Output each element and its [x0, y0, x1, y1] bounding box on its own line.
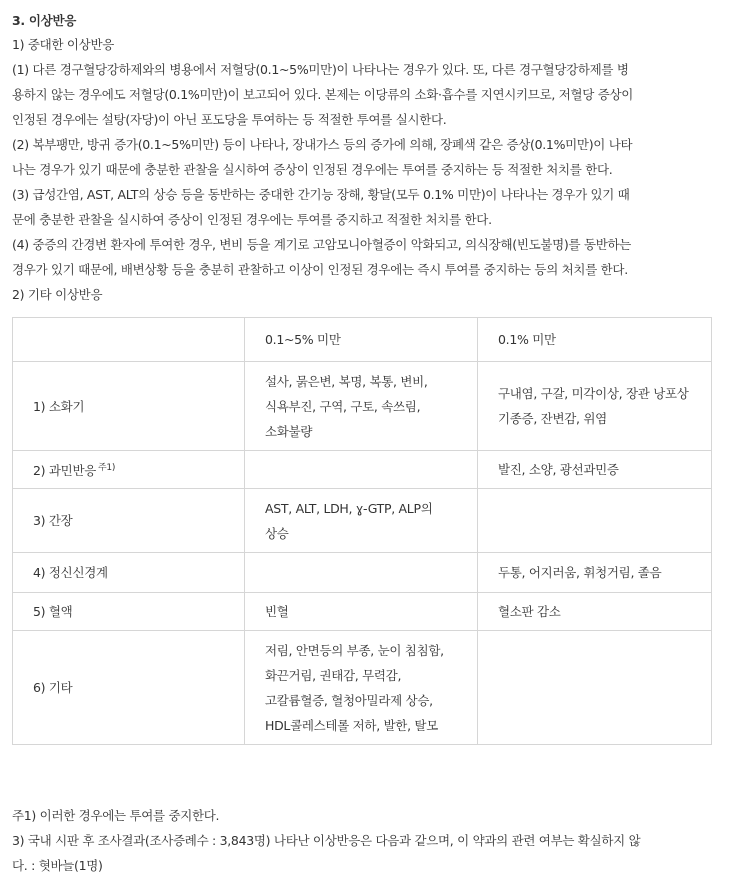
cell-common: 설사, 묽은변, 복명, 복통, 변비, 식욕부진, 구역, 구토, 속쓰림, 소화불량: [245, 362, 478, 451]
serious-heading: 1) 중대한 이상반응: [12, 37, 115, 52]
row-label: 2) 과민반응: [33, 463, 97, 478]
text-line: 나는 경우가 있기 때문에 충분한 관찰을 실시하여 증상이 인정된 경우에는 투여를 중지하는 등 적절한 처치를 한다.: [12, 162, 613, 177]
table-row: [13, 489, 712, 553]
serious-item-2: [12, 132, 725, 182]
serious-item-3: [12, 182, 725, 232]
table-row: [13, 451, 712, 489]
cell-rare: 혈소판 감소: [478, 593, 712, 631]
text-line: (2) 복부팽만, 방귀 증가(0.1~5%미만) 등이 나타나, 장내가스 등의 증가에 의해, 장폐색 같은 증상(0.1%미만)이 나타: [12, 137, 633, 152]
cell-common: [245, 553, 478, 593]
serious-item-4: [12, 232, 725, 282]
spacer: [12, 745, 725, 803]
serious-item-1: [12, 57, 725, 132]
table-row: [13, 553, 712, 593]
header-cell-freq-rare: 0.1% 미만: [478, 318, 712, 362]
text-line: 인정된 경우에는 설탕(자당)이 아닌 포도당을 투여하는 등 적절한 투여를 실시한다.: [12, 112, 447, 127]
header-cell-freq-common: 0.1~5% 미만: [245, 318, 478, 362]
row-label: 1) 소화기: [13, 362, 245, 451]
text-line: 문에 충분한 관찰을 실시하여 증상이 인정된 경우에는 투여를 중지하고 적절한 처치를 한다.: [12, 212, 492, 227]
text-line: (1) 다른 경구혈당강하제와의 병용에서 저혈당(0.1~5%미만)이 나타나는 경우가 있다. 또, 다른 경구혈당강하제를 병: [12, 62, 629, 77]
header-cell-empty: [13, 318, 245, 362]
cell-common: 저림, 안면등의 부종, 눈이 침침함, 화끈거림, 권태감, 무력감, 고칼륨혈증, 혈청아밀라제 상승, HDL콜레스테롤 저하, 발한, 탈모: [245, 631, 478, 745]
footnote-1: 주1) 이러한 경우에는 투여를 중지한다.: [12, 808, 220, 823]
table-row: [13, 593, 712, 631]
cell-rare: 두통, 어지러움, 휘청거림, 졸음: [478, 553, 712, 593]
cell-common: [245, 451, 478, 489]
survey-line-2: 다. : 혓바늘(1명): [12, 858, 103, 873]
cell-rare: [478, 489, 712, 553]
footnote-marker: 주1): [98, 463, 116, 473]
text-line: (4) 중증의 간경변 환자에 투여한 경우, 변비 등을 계기로 고암모니아혈증이 악화되고, 의식장해(빈도불명)를 동반하는: [12, 237, 632, 252]
table-row: [13, 631, 712, 745]
cell-rare: 구내염, 구갈, 미각이상, 장관 낭포상 기종증, 잔변감, 위염: [478, 362, 712, 451]
row-label-cell: [13, 451, 245, 489]
cell-rare: 발진, 소양, 광선과민증: [478, 451, 712, 489]
survey-line-1: 3) 국내 시판 후 조사결과(조사증례수 : 3,843명) 나타난 이상반응은 다음과 같으며, 이 약과의 관련 여부는 확실하지 않: [12, 833, 641, 848]
row-label: 4) 정신신경계: [13, 553, 245, 593]
adverse-reactions-table: [12, 317, 712, 745]
row-label: 6) 기타: [13, 631, 245, 745]
row-label: 3) 간장: [13, 489, 245, 553]
table-row: [13, 362, 712, 451]
row-label: 5) 혈액: [13, 593, 245, 631]
text-line: 용하지 않는 경우에도 저혈당(0.1%미만)이 보고되어 있다. 본제는 이당류의 소화·흡수를 지연시키므로, 저혈당 증상이: [12, 87, 634, 102]
other-heading: 2) 기타 이상반응: [12, 287, 103, 302]
cell-common: AST, ALT, LDH, ɣ-GTP, ALP의 상승: [245, 489, 478, 553]
text-line: (3) 급성간염, AST, ALT의 상승 등을 동반하는 중대한 간기능 장해, 황달(모두 0.1% 미만)이 나타나는 경우가 있기 때: [12, 187, 630, 202]
cell-rare: [478, 631, 712, 745]
text-line: 경우가 있기 때문에, 배변상황 등을 충분히 관찰하고 이상이 인정된 경우에는 즉시 투여를 중지하는 등의 처치를 한다.: [12, 262, 628, 277]
table-header-row: [13, 318, 712, 362]
section-title: 3. 이상반응: [12, 13, 76, 28]
cell-common: 빈혈: [245, 593, 478, 631]
